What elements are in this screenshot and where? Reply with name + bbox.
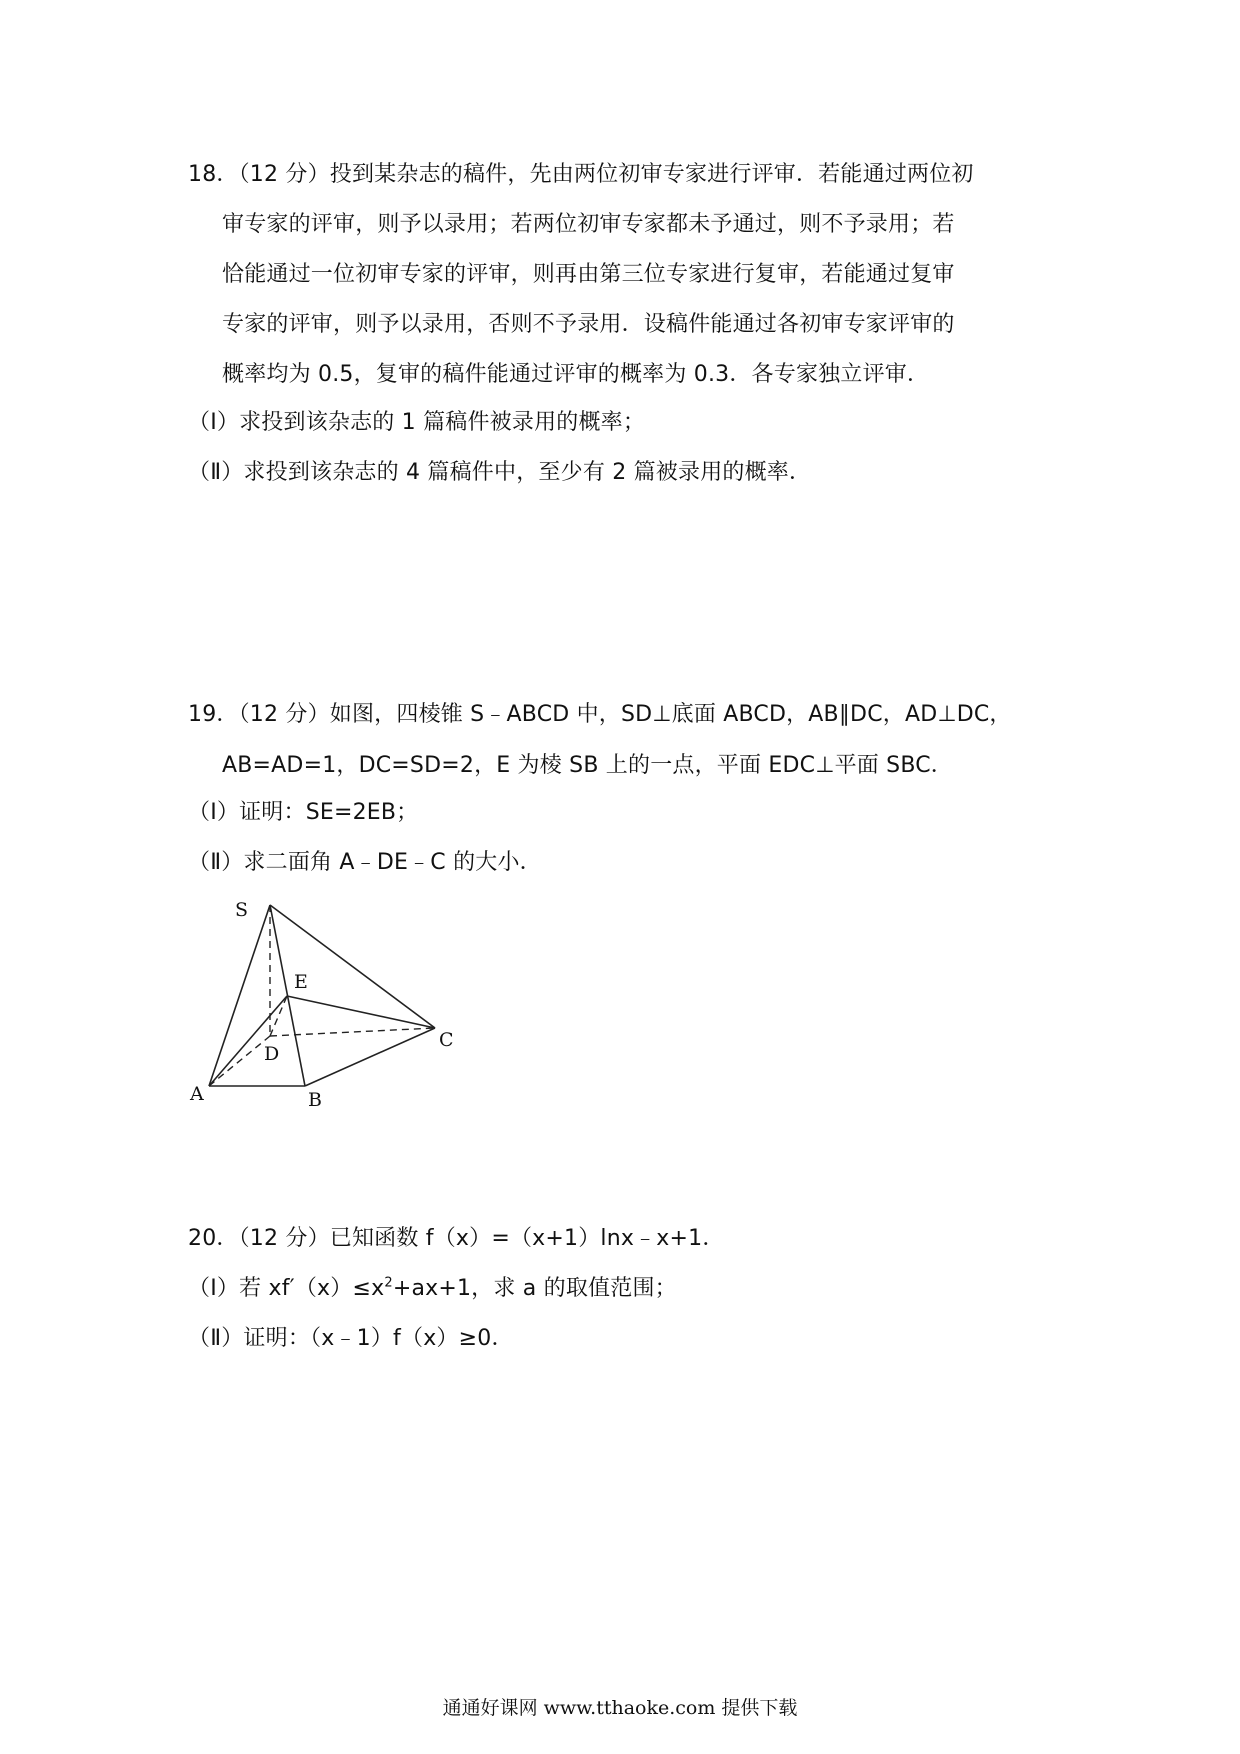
q18-line-3: 恰能通过一位初审专家的评审，则再由第三位专家进行复审，若能通过复审 xyxy=(222,262,955,287)
q20-part-1-exponent: 2 xyxy=(384,1275,393,1291)
edge-BC xyxy=(305,1028,435,1086)
q18-line-2: 审专家的评审，则予以录用；若两位初审专家都未予通过，则不予录用；若 xyxy=(222,212,955,237)
label-B: B xyxy=(308,1089,322,1111)
q18-line-5: 概率均为 0.5，复审的稿件能通过评审的概率为 0.3．各专家独立评审． xyxy=(222,362,930,387)
q20-part-1 xyxy=(188,1274,677,1304)
q18-line-1: 18．（12 分）投到某杂志的稿件，先由两位初审专家进行评审．若能通过两位初 xyxy=(188,162,974,187)
edge-SA xyxy=(209,905,270,1086)
label-C: C xyxy=(439,1029,454,1051)
q18-line-4: 专家的评审，则予以录用，否则不予录用．设稿件能通过各初审专家评审的 xyxy=(222,312,955,337)
q18-part-1: （Ⅰ）求投到该杂志的 1 篇稿件被录用的概率； xyxy=(188,410,646,435)
q20-part-1-a: （Ⅰ）若 xf′（x）≤x xyxy=(188,1276,385,1301)
q19-line-1: 19．（12 分）如图，四棱锥 S﹣ABCD 中，SD⊥底面 ABCD，AB∥DC，AD⊥DC， xyxy=(188,702,1012,727)
label-A: A xyxy=(190,1083,204,1105)
label-D: D xyxy=(264,1043,280,1065)
label-S: S xyxy=(235,899,249,921)
pyramid-figure xyxy=(180,888,470,1118)
q18-part-2: （Ⅱ）求投到该杂志的 4 篇稿件中，至少有 2 篇被录用的概率． xyxy=(188,460,812,485)
q20-part-2: （Ⅱ）证明：（x﹣1）f（x）≥0． xyxy=(188,1326,514,1351)
label-E: E xyxy=(294,971,308,993)
page-footer: 通通好课网 www.tthaoke.com 提供下载 xyxy=(442,1697,798,1719)
edge-DE-hidden xyxy=(270,996,287,1036)
q20-line-1: 20．（12 分）已知函数 f（x）=（x+1）lnx﹣x+1． xyxy=(188,1226,725,1251)
q20-part-1-b: +ax+1，求 a 的取值范围； xyxy=(392,1276,677,1301)
q19-part-2: （Ⅱ）求二面角 A﹣DE﹣C 的大小． xyxy=(188,850,542,875)
edge-AE xyxy=(209,996,287,1086)
q19-line-2: AB=AD=1，DC=SD=2，E 为棱 SB 上的一点，平面 EDC⊥平面 SBC． xyxy=(222,753,953,778)
q19-part-1: （Ⅰ）证明：SE=2EB； xyxy=(188,800,419,825)
